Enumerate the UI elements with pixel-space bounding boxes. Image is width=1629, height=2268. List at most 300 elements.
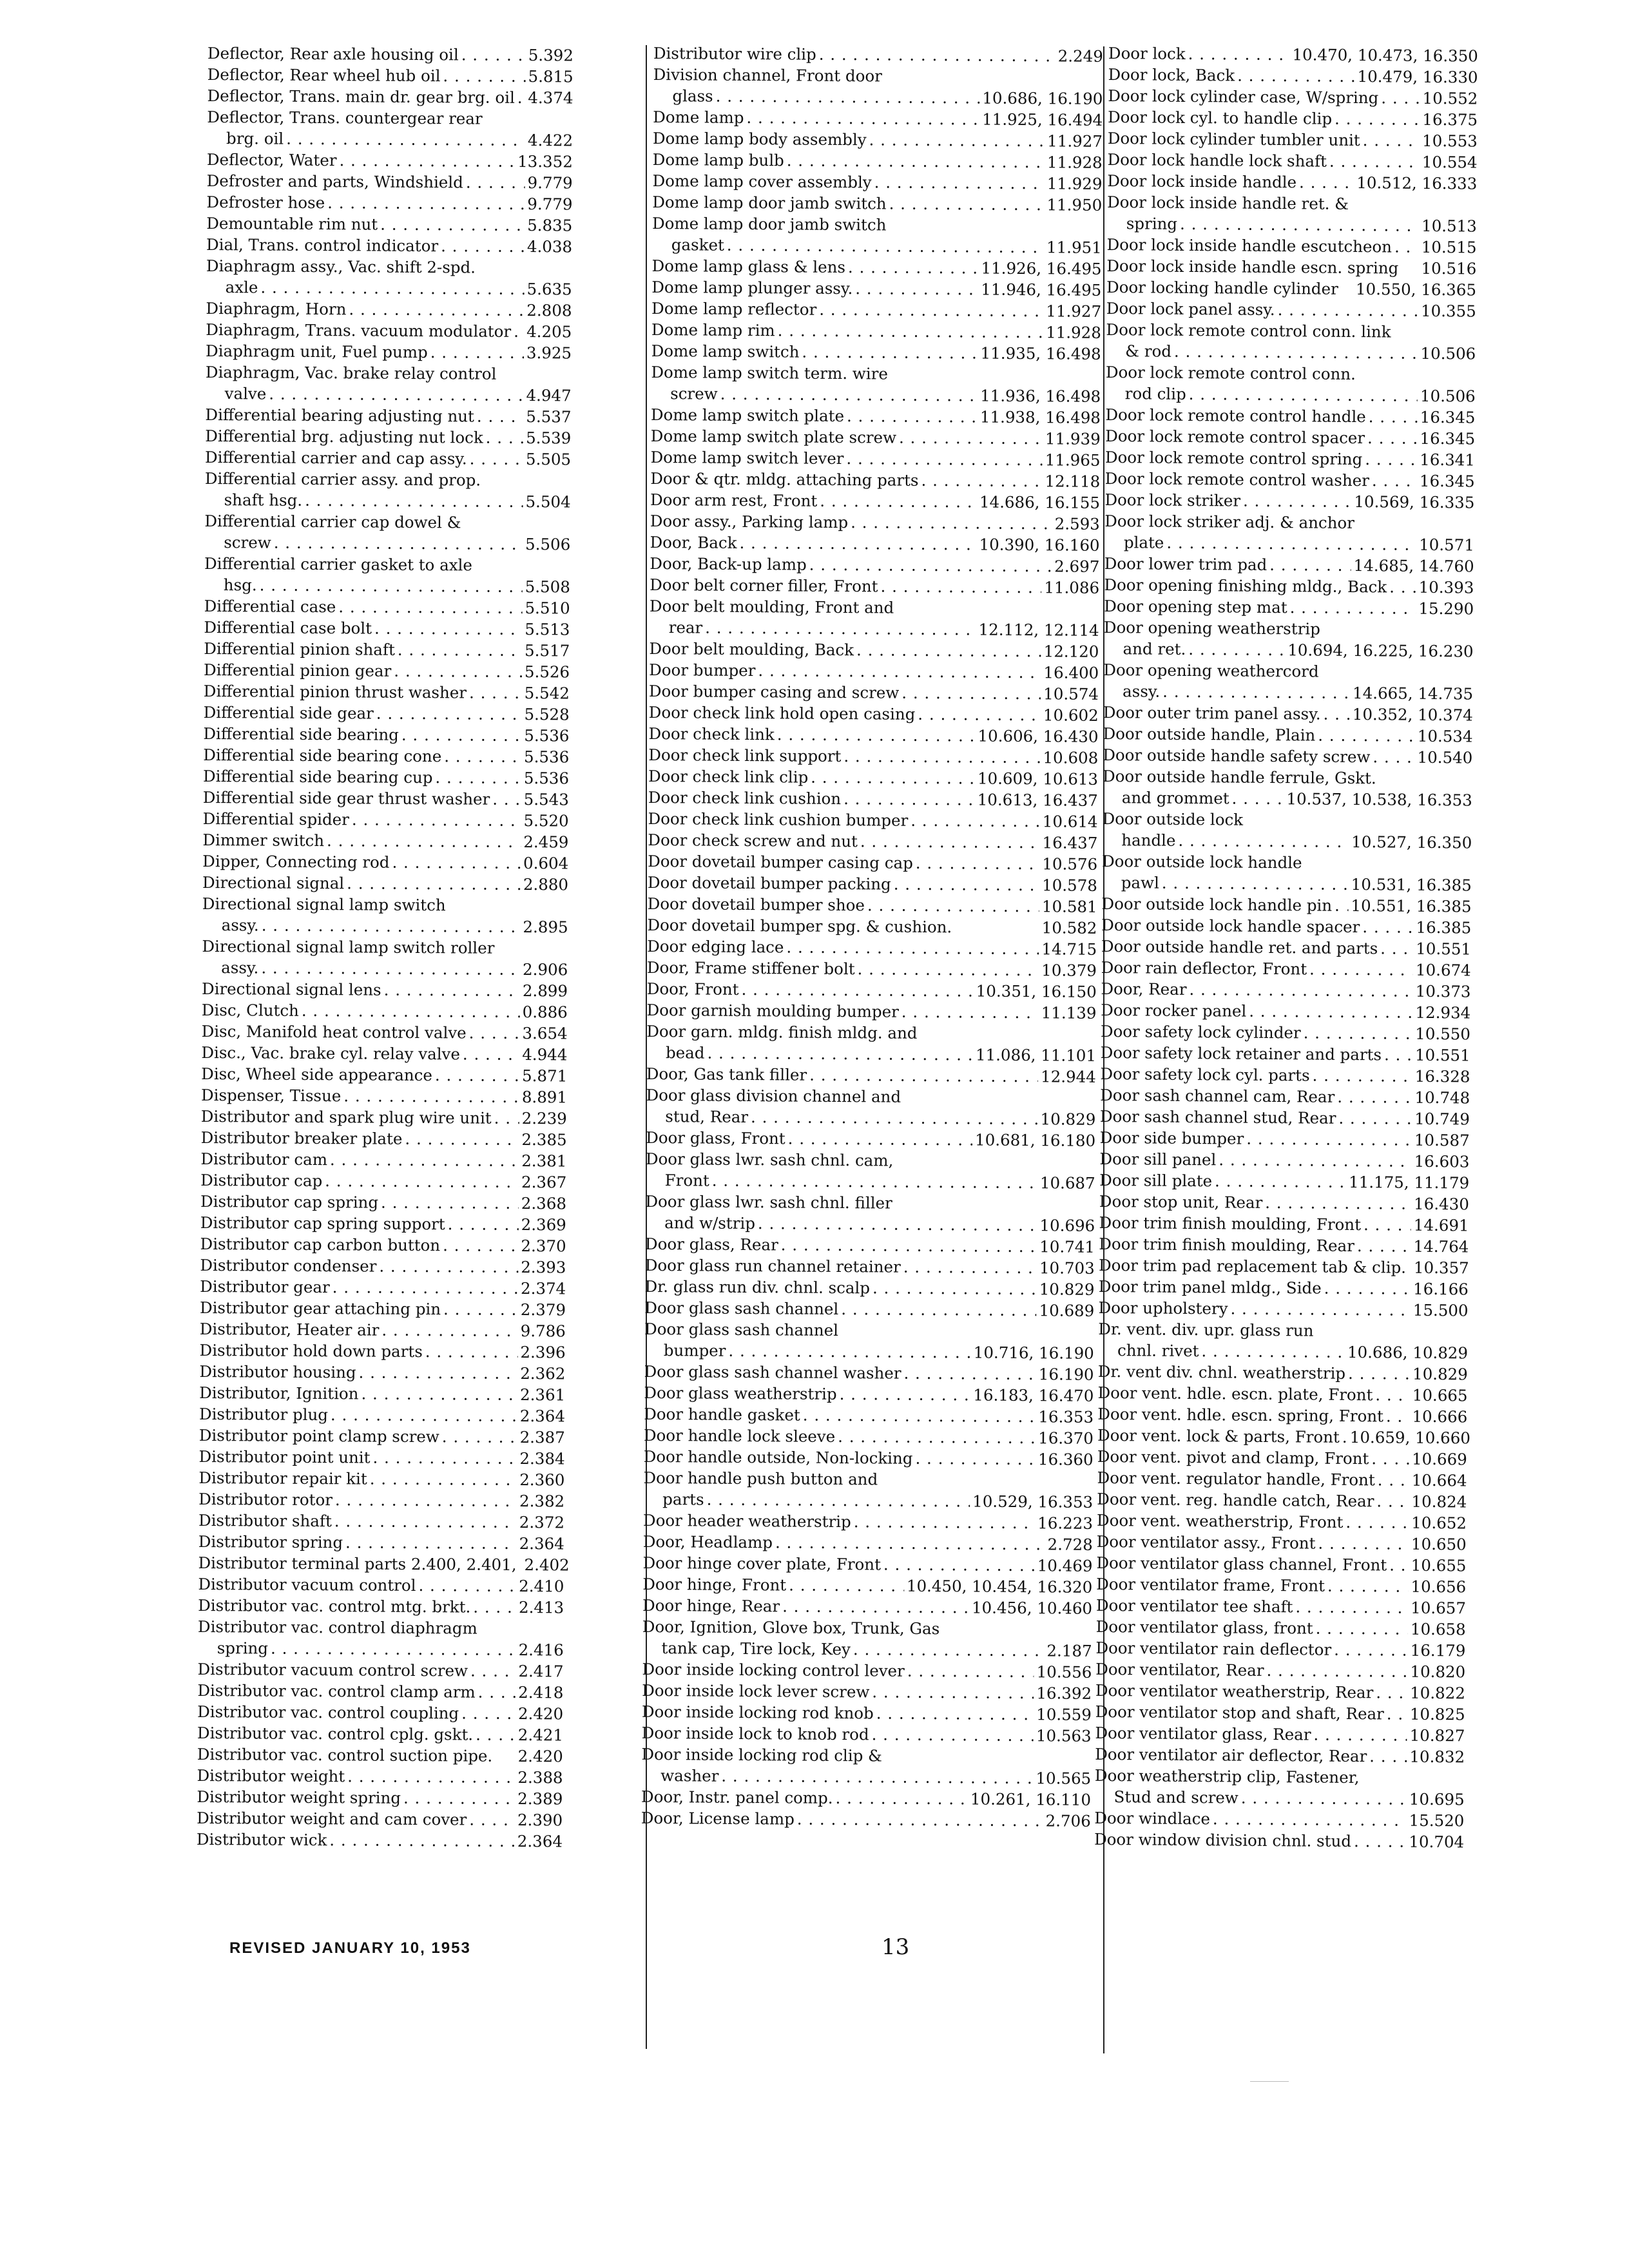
- entry-name: Distributor point unit: [198, 1446, 371, 1467]
- entry-name: Distributor wick: [196, 1829, 327, 1850]
- page-reference: 12.120: [1043, 642, 1099, 661]
- index-entry: [203, 723, 569, 746]
- dot-leader: [797, 1809, 1043, 1832]
- page-reference: 13.352: [517, 151, 573, 171]
- entry-name: Door check link hold open casing: [648, 702, 916, 724]
- entry-name: Differential case: [204, 596, 336, 617]
- page-reference: 5.871: [521, 1066, 568, 1086]
- index-entry: [206, 340, 572, 363]
- entry-name: Door, Front: [646, 979, 739, 999]
- dot-leader: [1348, 1363, 1410, 1385]
- dot-leader: [1249, 1001, 1412, 1023]
- page-reference: 2.416: [518, 1640, 564, 1660]
- entry-name: Door & qtr. mldg. attaching parts: [650, 468, 919, 490]
- index-entry: [643, 1467, 1093, 1513]
- entry-name: Door hinge cover plate, Front: [642, 1553, 882, 1574]
- dot-leader: [405, 1128, 519, 1150]
- dot-leader: [492, 789, 521, 810]
- index-entry: [202, 829, 568, 852]
- index-entry: [206, 234, 572, 257]
- index-entry: [201, 1084, 567, 1108]
- entry-name: Distributor vac. control cplg. gskt.: [197, 1723, 474, 1744]
- page-reference: 16.603: [1414, 1151, 1470, 1171]
- dot-leader: [345, 1532, 517, 1554]
- entry-name: Door glass run channel retainer: [644, 1255, 901, 1276]
- page-reference: 10.658: [1410, 1619, 1466, 1639]
- dot-leader: [843, 788, 975, 810]
- index-entry: [203, 765, 569, 789]
- entry-name: Door trim finish moulding, Front: [1099, 1213, 1362, 1235]
- dot-leader: [1178, 830, 1349, 852]
- dot-leader: [352, 809, 521, 831]
- dot-leader: [1324, 1278, 1411, 1300]
- page-reference: 2.459: [523, 832, 569, 852]
- page-reference: 15.290: [1418, 599, 1474, 619]
- index-entry: [207, 43, 574, 66]
- entry-name: Differential side gear thrust washer: [202, 787, 490, 809]
- dot-leader: [1372, 470, 1417, 492]
- page-reference: 16.345: [1420, 428, 1476, 448]
- dot-leader: [775, 1532, 1045, 1555]
- entry-name: Distributor plug: [198, 1404, 329, 1425]
- dot-leader: [1241, 1787, 1407, 1810]
- dot-leader: [1335, 108, 1420, 130]
- entry-name: Distributor breaker plate: [200, 1128, 403, 1148]
- entry-name-continued: washer: [660, 1766, 719, 1785]
- index-entry: [1098, 1318, 1469, 1364]
- page-reference: 10.748: [1414, 1088, 1470, 1108]
- page-reference: 5.815: [528, 67, 574, 86]
- index-entry: [1104, 574, 1474, 599]
- dot-leader: [1318, 725, 1415, 747]
- index-entry: [198, 1552, 570, 1575]
- page-reference: 2.370: [521, 1236, 566, 1256]
- dot-leader: [1365, 448, 1417, 470]
- page-reference: 2.906: [522, 960, 568, 979]
- entry-name: Directional signal: [202, 872, 345, 893]
- page-reference: 14.715: [1041, 939, 1097, 959]
- index-entry: [1094, 1765, 1465, 1811]
- index-entry: [1103, 723, 1472, 747]
- page-reference: 5.539: [526, 428, 572, 448]
- revision-date: REVISED JANUARY 10, 1953: [229, 1939, 471, 1957]
- page-reference: 10.608: [1043, 748, 1099, 767]
- entry-name: Diaphragm assy., Vac. shift 2-spd.: [206, 256, 476, 277]
- dot-leader: [848, 256, 979, 278]
- dot-leader: [786, 936, 1039, 959]
- index-entry: [650, 532, 1099, 556]
- index-entry: [1101, 999, 1470, 1024]
- entry-name: Dome lamp rim: [651, 320, 775, 340]
- index-entry: [1099, 1212, 1469, 1236]
- index-entry: [197, 1744, 563, 1767]
- entry-name: Dome lamp: [653, 107, 744, 127]
- index-entry: [1097, 1467, 1467, 1492]
- index-entry: [647, 957, 1097, 981]
- index-entry: [653, 149, 1103, 173]
- index-entry: [653, 128, 1103, 152]
- entry-name: Door vent. hdle. escn. spring, Front: [1097, 1404, 1384, 1426]
- entry-name: Distributor spring: [198, 1532, 343, 1552]
- page-reference: 5.542: [524, 684, 570, 703]
- entry-name: Directional signal lamp switch roller: [202, 936, 495, 957]
- dot-leader: [811, 767, 975, 789]
- dot-leader: [1323, 704, 1349, 725]
- page-reference: 10.551: [1416, 939, 1472, 959]
- entry-name: Distributor vacuum control: [198, 1574, 416, 1595]
- entry-name: Door handle gasket: [644, 1404, 800, 1425]
- dot-leader: [1378, 1469, 1409, 1490]
- page-reference: 10.373: [1415, 981, 1471, 1001]
- page-reference: 5.526: [524, 662, 570, 682]
- dot-leader: [339, 149, 515, 172]
- page-reference: 11.086, 11.101: [975, 1045, 1097, 1065]
- entry-name: Differential carrier assy. and prop.: [204, 468, 481, 490]
- page-reference: 5.392: [528, 46, 574, 65]
- page-reference: 10.749: [1414, 1109, 1470, 1129]
- page-reference: 5.528: [524, 705, 570, 724]
- index-entry: [1094, 1829, 1464, 1853]
- page-reference: 10.659, 10.660: [1349, 1428, 1470, 1448]
- dot-leader: [1215, 1170, 1346, 1193]
- dot-leader: [809, 1064, 1038, 1087]
- dot-leader: [746, 107, 979, 130]
- entry-name: Diaphragm, Vac. brake relay control: [205, 362, 497, 383]
- entry-name: Door handle push button and: [643, 1468, 878, 1489]
- page-reference: 2.420: [517, 1746, 563, 1766]
- page-reference: 0.604: [523, 854, 569, 873]
- index-entry: [206, 319, 572, 342]
- dot-leader: [470, 448, 523, 470]
- entry-name: Door rocker panel: [1101, 1000, 1247, 1021]
- index-entry: [1095, 1701, 1465, 1725]
- dot-leader: [903, 1256, 1037, 1278]
- scan-artifact: [1250, 2081, 1289, 2082]
- page-reference: 10.550, 16.365: [1355, 280, 1477, 300]
- page-reference: 10.512, 16.333: [1356, 173, 1478, 193]
- entry-name: Door handle lock sleeve: [643, 1425, 836, 1446]
- index-entry: [201, 1127, 567, 1150]
- page-reference: 2.396: [520, 1343, 566, 1362]
- entry-name: Division channel, Front door: [653, 64, 882, 86]
- page-reference: 10.559: [1036, 1705, 1092, 1724]
- page-reference: 2.417: [518, 1661, 564, 1681]
- index-entry: [1104, 553, 1474, 577]
- page-reference: 2.379: [520, 1300, 566, 1320]
- dot-leader: [1337, 1086, 1412, 1108]
- entry-name: Door safety lock retainer and parts: [1100, 1043, 1382, 1064]
- index-entry: [653, 43, 1103, 67]
- entry-name: Door sill panel: [1099, 1149, 1217, 1169]
- page-reference: 2.369: [521, 1215, 566, 1235]
- entry-name: Distributor, Ignition: [199, 1383, 359, 1403]
- dot-leader: [469, 1023, 520, 1044]
- index-entry: [197, 1722, 563, 1745]
- dot-leader: [1389, 576, 1416, 597]
- page-reference: 3.654: [522, 1024, 568, 1043]
- page-reference: 2.364: [519, 1407, 566, 1426]
- index-entry: [647, 978, 1097, 1003]
- entry-name-continued: glass: [672, 86, 713, 106]
- entry-name: Distributor cap spring: [200, 1191, 379, 1212]
- index-entry: [1094, 1807, 1464, 1832]
- entry-name: Door lock remote control conn.: [1105, 362, 1356, 384]
- entry-name-continued: spring: [217, 1639, 269, 1658]
- entry-name-continued: tank cap, Tire lock, Key: [661, 1639, 851, 1659]
- dot-leader: [372, 1447, 517, 1469]
- page-reference: 15.520: [1409, 1811, 1465, 1831]
- page-reference: 10.563: [1036, 1726, 1092, 1745]
- page-reference: 2.418: [518, 1682, 564, 1702]
- entry-name: Differential bearing adjusting nut: [205, 405, 475, 426]
- page-reference: 5.536: [524, 726, 570, 745]
- page-reference: 12.112, 12.114: [978, 620, 1099, 640]
- page-reference: 2.880: [523, 875, 569, 894]
- page-reference: 4.038: [526, 237, 573, 256]
- page-reference: 11.951: [1046, 238, 1102, 257]
- dot-leader: [262, 915, 521, 937]
- entry-name-continued: Front: [664, 1171, 709, 1190]
- entry-name: Door glass sash channel: [644, 1298, 839, 1319]
- entry-name: Door opening weatherstrip: [1103, 617, 1320, 639]
- dot-leader: [1371, 1448, 1409, 1469]
- entry-name: Door ventilator tee shaft: [1095, 1595, 1293, 1617]
- dot-leader: [840, 1383, 971, 1405]
- page-reference: 2.697: [1054, 557, 1100, 576]
- dot-leader: [1373, 746, 1414, 768]
- index-column-2: [641, 43, 1103, 1832]
- entry-name: Door assy., Parking lamp: [650, 511, 849, 532]
- page-reference: 8.891: [521, 1088, 568, 1107]
- index-entry: [1106, 276, 1476, 301]
- dot-leader: [1213, 1808, 1407, 1831]
- index-entry: [1105, 447, 1475, 471]
- entry-name: Door, Back: [650, 532, 737, 552]
- dot-leader: [739, 532, 976, 555]
- page-reference: 2.390: [517, 1810, 563, 1830]
- entry-name-continued: screw: [224, 533, 271, 552]
- dot-leader: [1381, 87, 1420, 108]
- index-entry: [1097, 1403, 1467, 1428]
- index-entry: [199, 1361, 565, 1384]
- entry-name: Door, Ignition, Glove box, Trunk, Gas: [642, 1617, 940, 1639]
- dot-leader: [820, 490, 977, 513]
- entry-name: Distributor rotor: [198, 1489, 333, 1510]
- index-entry: [198, 1573, 564, 1597]
- entry-name: Distributor and spark plug wire unit: [200, 1106, 492, 1128]
- entry-name-continued: stud, Rear: [665, 1107, 749, 1127]
- dot-leader: [1295, 1596, 1408, 1618]
- entry-name: Door lock handle lock shaft: [1107, 149, 1327, 171]
- index-entry: [651, 319, 1101, 343]
- entry-name-continued: hsg.: [223, 575, 257, 595]
- entry-name: Door trim panel mldg., Side: [1098, 1276, 1322, 1298]
- index-entry: [206, 298, 572, 321]
- entry-name: Dome lamp door jamb switch: [651, 213, 887, 235]
- dot-leader: [1243, 490, 1352, 512]
- index-entry: [644, 1382, 1094, 1407]
- dot-leader: [1367, 427, 1418, 449]
- dot-leader: [705, 617, 976, 640]
- dot-leader: [728, 1340, 971, 1363]
- entry-name-continued: handle: [1121, 831, 1176, 850]
- page-reference: 10.716, 16.190: [973, 1343, 1094, 1363]
- index-entry: [200, 1254, 566, 1278]
- entry-name: Dome lamp cover assembly: [652, 171, 872, 192]
- index-entry: [1097, 1425, 1470, 1449]
- page-reference: 5.508: [525, 577, 570, 597]
- page-reference: 10.565: [1036, 1769, 1092, 1788]
- index-entry: [202, 1021, 568, 1044]
- dot-leader: [469, 682, 522, 703]
- entry-name: Door belt moulding, Front and: [649, 596, 894, 617]
- index-entry: [1099, 1276, 1469, 1300]
- dot-leader: [477, 406, 524, 427]
- entry-name: Door opening step mat: [1104, 596, 1287, 617]
- entry-name: Differential side bearing: [203, 724, 400, 744]
- page-reference: 4.944: [522, 1045, 568, 1064]
- page-reference: 10.696: [1039, 1216, 1095, 1235]
- page-reference: 10.652: [1411, 1513, 1467, 1533]
- dot-leader: [880, 575, 1041, 598]
- entry-name: Door outside handle ret. and parts: [1101, 936, 1378, 958]
- page-reference: 10.656: [1411, 1577, 1467, 1597]
- dot-leader: [1375, 1384, 1410, 1405]
- dot-leader: [381, 1320, 517, 1341]
- dot-leader: [1318, 1533, 1409, 1555]
- entry-name: Dome lamp plunger assy.: [651, 277, 853, 298]
- dot-leader: [1201, 1340, 1345, 1363]
- index-entry: [651, 255, 1101, 280]
- entry-name: Distributor gear attaching pin: [199, 1298, 441, 1319]
- entry-name: Deflector, Trans. countergear rear: [207, 107, 483, 128]
- page-reference: 10.602: [1043, 706, 1099, 725]
- index-entry: [204, 659, 570, 682]
- page-reference: 2.387: [519, 1428, 565, 1447]
- page-reference: 12.944: [1040, 1067, 1096, 1086]
- page-reference: 16.328: [1414, 1066, 1470, 1086]
- page-reference: 10.393: [1418, 577, 1474, 597]
- index-entry: [1108, 85, 1478, 110]
- index-entry: [203, 808, 569, 831]
- dot-leader: [1278, 299, 1419, 322]
- page-reference: 16.345: [1419, 471, 1475, 491]
- page-reference: 11.139: [1041, 1003, 1097, 1023]
- page-reference: 10.515: [1421, 237, 1477, 257]
- entry-name: Dome lamp glass & lens: [651, 256, 846, 277]
- page-reference: 2.410: [519, 1576, 564, 1596]
- dot-leader: [741, 979, 973, 1002]
- index-entry: [1096, 1552, 1466, 1577]
- page-reference: 10.531, 16.385: [1351, 874, 1472, 895]
- entry-name: Distributor vac. control suction pipe.: [197, 1744, 493, 1765]
- entry-name: Differential pinion thrust washer: [203, 681, 467, 702]
- page-reference: 2.899: [522, 981, 568, 1001]
- page-reference: 10.551, 16.385: [1351, 896, 1472, 916]
- index-entry: [205, 404, 571, 427]
- page-reference: 10.516: [1421, 258, 1477, 278]
- index-entry: [649, 638, 1099, 662]
- index-entry: [1101, 957, 1471, 981]
- entry-name: Door vent. hdle. escn. plate, Front: [1097, 1383, 1373, 1405]
- page-reference: 10.551: [1414, 1045, 1470, 1065]
- entry-name: Door safety lock cylinder: [1100, 1021, 1301, 1043]
- dot-leader: [869, 129, 1045, 151]
- index-entry: [1105, 404, 1475, 428]
- entry-name: Door inside locking rod clip &: [641, 1744, 883, 1765]
- dot-leader: [1327, 1575, 1409, 1597]
- page-reference: 11.928: [1046, 323, 1101, 342]
- dot-leader: [789, 1575, 904, 1597]
- index-entry: [651, 298, 1101, 322]
- page-reference: 11.929: [1046, 174, 1103, 193]
- page-reference: 10.357: [1413, 1258, 1469, 1278]
- entry-name-continued: pawl: [1121, 873, 1159, 892]
- dot-leader: [1189, 383, 1418, 407]
- dot-leader: [911, 810, 1040, 832]
- entry-name-continued: assy.: [221, 958, 259, 977]
- entry-name: Distributor vac. control clamp arm: [197, 1680, 476, 1702]
- dot-leader: [1246, 1128, 1412, 1151]
- entry-name: Distributor shaft: [198, 1510, 332, 1531]
- entry-name: Door sill plate: [1099, 1170, 1213, 1191]
- entry-name-continued: valve: [224, 384, 267, 403]
- page-reference: 10.506: [1420, 343, 1476, 363]
- entry-name: Door glass lwr. sash chnl. filler: [645, 1191, 892, 1213]
- page-reference: 14.685, 14.760: [1353, 556, 1474, 576]
- dot-leader: [376, 703, 522, 725]
- dot-leader: [343, 1085, 519, 1108]
- index-entry: [1101, 893, 1471, 918]
- entry-name-continued: spring: [1126, 214, 1178, 233]
- entry-name: Door outside handle ferrule, Gskt.: [1102, 766, 1376, 788]
- index-entry: [644, 1403, 1094, 1428]
- dot-leader: [843, 745, 1040, 768]
- index-entry: [648, 765, 1098, 790]
- page-reference: 2.382: [519, 1491, 565, 1511]
- entry-name: Door, Back-up lamp: [650, 553, 807, 574]
- entry-name-continued: chnl. rivet: [1117, 1341, 1199, 1361]
- index-entry: [1101, 1021, 1470, 1045]
- entry-name-continued: axle: [225, 278, 258, 297]
- dot-leader: [1162, 872, 1349, 895]
- page-reference: 11.086: [1044, 578, 1100, 597]
- entry-name: Door, Headlamp: [642, 1532, 773, 1552]
- entry-name: Differential side gear: [203, 702, 374, 723]
- page-reference: 11.927: [1047, 131, 1103, 151]
- dot-leader: [758, 660, 1041, 683]
- dot-leader: [381, 1192, 519, 1214]
- index-entry: [651, 425, 1101, 450]
- page-reference: 5.536: [524, 747, 570, 767]
- index-entry: [1095, 1744, 1465, 1768]
- dot-leader: [781, 1234, 1037, 1257]
- index-entry: [1100, 1084, 1470, 1109]
- dot-leader: [470, 1660, 516, 1682]
- dot-leader: [476, 1724, 516, 1745]
- page-reference: 10.824: [1411, 1492, 1467, 1512]
- index-entry: [206, 361, 572, 406]
- dot-leader: [1188, 639, 1285, 660]
- entry-name: Door lock: [1108, 43, 1186, 63]
- index-entry: [198, 1531, 564, 1554]
- page-reference: 2.249: [1057, 46, 1103, 66]
- index-entry: [200, 1148, 566, 1171]
- dot-leader: [782, 1595, 969, 1618]
- dot-leader: [327, 192, 525, 215]
- entry-name: Door ventilator rain deflector: [1095, 1638, 1332, 1659]
- dot-leader: [1231, 788, 1284, 810]
